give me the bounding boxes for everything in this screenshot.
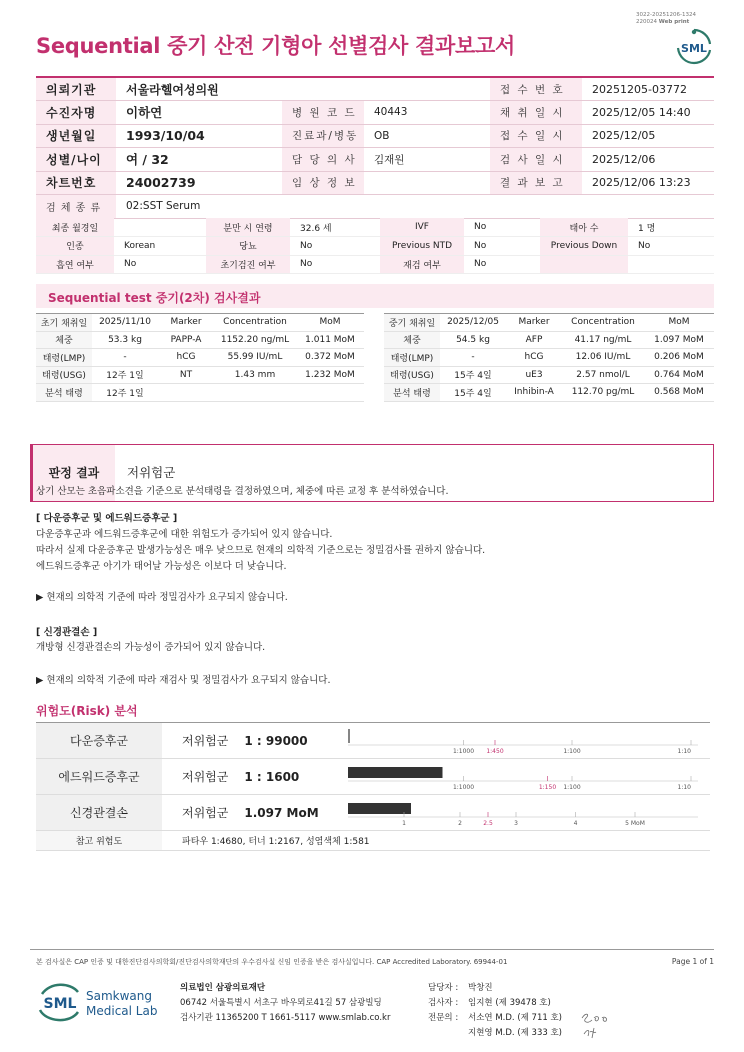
patient-info-table (36, 76, 714, 219)
info-row (36, 148, 714, 172)
org-address: 06742 서울특별시 서초구 바우뫼로41길 57 삼광빌딩 (180, 998, 382, 1008)
staff-role: 담당자 : (428, 983, 459, 993)
tri-row (36, 384, 364, 402)
tri-cell: 0.568 MoM (644, 384, 714, 402)
second-trimester-table (384, 313, 714, 402)
clinical-label: 흡연 여부 (36, 255, 114, 274)
tri-cell: 1.232 MoM (296, 366, 364, 384)
info-label: 접 수 번 호 (490, 77, 582, 101)
risk-tick-label: 1:150 (538, 784, 557, 791)
info-row (36, 171, 714, 195)
risk-bar (348, 767, 443, 778)
clinical-label: 최종 월경일 (36, 218, 114, 237)
info-label: 진료과/병동 (282, 124, 364, 148)
staff-name: 지현영 M.D. (제 333 호) (468, 1028, 563, 1038)
tri-header-cell: 2025/12/05 (440, 314, 506, 332)
risk-tick-label: 1:450 (486, 748, 504, 755)
verdict-label: 판정 결과 (33, 445, 115, 501)
info-value: 24002739 (116, 171, 282, 195)
risk-name: 신경관결손 (36, 795, 162, 831)
tri-cell: 분석 태령 (384, 384, 440, 402)
tri-cell (296, 384, 364, 402)
verdict-value: 저위험군 (127, 465, 176, 480)
doc-code-line1: 3022-20251206-1324 (636, 12, 696, 18)
tri-header-cell: MoM (644, 314, 714, 332)
risk-row (36, 759, 710, 795)
signature (578, 1008, 618, 1042)
first-trimester-table (36, 313, 364, 402)
info-value: OB (364, 124, 490, 148)
risk-tick-label: 5 MoM (625, 820, 645, 827)
ntd-line: 개방형 신경관결손의 가능성이 증가되어 있지 않습니다. (36, 642, 266, 653)
tri-row (384, 349, 714, 367)
tri-row (36, 349, 364, 367)
down-note: ▶ 현재의 의학적 기준에 따라 정밀검사가 요구되지 않습니다. (36, 592, 288, 603)
down-title: [ 다운증후군 및 에드워드증후군 ] (36, 513, 178, 524)
samkwang-logo (36, 980, 166, 1024)
tri-cell: 태령(USG) (36, 366, 92, 384)
page-number: Page 1 of 1 (671, 957, 714, 966)
tri-row (384, 366, 714, 384)
staff-line (428, 981, 562, 996)
risk-table (36, 722, 710, 851)
ntd-title: [ 신경관결손 ] (36, 627, 98, 638)
info-label: 담 당 의 사 (282, 148, 364, 172)
clinical-value: Korean (114, 237, 206, 256)
tri-cell: 12주 1일 (92, 384, 158, 402)
risk-name: 다운증후군 (36, 723, 162, 759)
clinical-label: 당뇨 (206, 237, 290, 256)
risk-tick-label: 1:10 (677, 748, 691, 755)
down-line-2: 따라서 실제 다운증후군 발생가능성은 매우 낮으므로 현재의 의학적 기준으로는 정밀검사를 권하지 않습니다. (36, 545, 486, 556)
info-row (36, 124, 714, 148)
info-label (282, 77, 364, 101)
org-info (180, 981, 390, 1026)
tri-cell: 0.764 MoM (644, 366, 714, 384)
down-line-1: 다운증후군과 에드워드증후군에 대한 위험도가 증가되어 있지 않습니다. (36, 529, 333, 540)
org-contact: 검사기관 11365200 T 1661-5117 www.smlab.co.kr (180, 1013, 391, 1023)
tri-cell: 55.99 IU/mL (214, 349, 296, 367)
tri-header-cell: 2025/11/10 (92, 314, 158, 332)
risk-group: 저위험군 (182, 770, 229, 784)
tri-cell: 1.43 mm (214, 366, 296, 384)
info-value: 2025/12/06 (582, 148, 714, 172)
doc-code-line2 (636, 19, 696, 26)
tri-cell: uE3 (506, 366, 562, 384)
info-value: 여 / 32 (116, 148, 282, 172)
tri-header-cell: Concentration (562, 314, 644, 332)
ntd-note: ▶ 현재의 의학적 기준에 따라 재검사 및 정밀검사가 요구되지 않습니다. (36, 675, 331, 686)
clinical-value: No (114, 255, 206, 274)
tri-cell: 1.011 MoM (296, 331, 364, 349)
clinical-label: 재검 여부 (380, 255, 464, 274)
specimen-label: 검 체 종 류 (36, 195, 116, 219)
info-value: 서울라헬여성의원 (116, 77, 282, 101)
risk-bar-chart (348, 795, 698, 827)
tri-cell: 15주 4일 (440, 366, 506, 384)
info-label: 채 취 일 시 (490, 101, 582, 125)
clinical-label: 인종 (36, 237, 114, 256)
tri-cell: 54.5 kg (440, 331, 506, 349)
info-label: 병 원 코 드 (282, 101, 364, 125)
clinical-label (540, 255, 628, 274)
clinical-value (114, 218, 206, 237)
sml-logo (674, 26, 714, 66)
tri-header-cell: 중기 채취일 (384, 314, 440, 332)
clinical-label: Previous Down (540, 237, 628, 256)
risk-name: 에드워드증후군 (36, 759, 162, 795)
tri-header-cell: Marker (158, 314, 214, 332)
clinical-value: No (464, 218, 540, 237)
clinical-value (628, 255, 714, 274)
info-label: 차트번호 (36, 171, 116, 195)
tri-cell: 41.17 ng/mL (562, 331, 644, 349)
risk-group-cell (162, 795, 348, 831)
risk-value: 1 : 99000 (244, 734, 308, 748)
down-line-3: 에드워드증후군 아기가 태어날 가능성은 이보다 더 낮습니다. (36, 561, 287, 572)
tri-cell: hCG (506, 349, 562, 367)
risk-bar-chart (348, 759, 698, 791)
sml-logo-text: SML (681, 42, 707, 55)
risk-group: 저위험군 (182, 806, 229, 820)
tri-row (384, 331, 714, 349)
info-label: 임 상 정 보 (282, 171, 364, 195)
tri-cell: 112.70 pg/mL (562, 384, 644, 402)
info-value: 2025/12/05 (582, 124, 714, 148)
staff-role: 검사자 : (428, 998, 459, 1008)
info-label: 접 수 일 시 (490, 124, 582, 148)
tri-header-cell: Concentration (214, 314, 296, 332)
tri-cell: 1152.20 ng/mL (214, 331, 296, 349)
risk-value: 1.097 MoM (244, 806, 319, 820)
tri-header-cell: 초기 채취일 (36, 314, 92, 332)
clinical-value: No (464, 255, 540, 274)
risk-bar-cell (348, 723, 710, 759)
risk-bar-cell (348, 759, 710, 795)
tri-header-row (384, 314, 714, 332)
tri-cell: Inhibin-A (506, 384, 562, 402)
risk-tick-label: 3 (514, 820, 518, 827)
tri-cell (214, 384, 296, 402)
clinical-value: 1 명 (628, 218, 714, 237)
tri-cell: NT (158, 366, 214, 384)
tri-cell: AFP (506, 331, 562, 349)
info-label: 수진자명 (36, 101, 116, 125)
info-row (36, 101, 714, 125)
risk-value: 1 : 1600 (244, 770, 300, 784)
staff-name: 임지현 (제 39478 호) (468, 998, 551, 1008)
clinical-row (36, 218, 714, 237)
clinical-label: 태아 수 (540, 218, 628, 237)
specimen-value: 02:SST Serum (116, 195, 714, 219)
tri-cell: 태령(LMP) (384, 349, 440, 367)
risk-tick-label: 1:10 (677, 784, 691, 791)
clinical-value: No (290, 255, 380, 274)
info-label: 생년월일 (36, 124, 116, 148)
staff-line (428, 996, 562, 1011)
info-value: 2025/12/05 14:40 (582, 101, 714, 125)
risk-tick-label: 1 (402, 820, 406, 827)
tri-cell: 12주 1일 (92, 366, 158, 384)
specimen-row (36, 195, 714, 219)
clinical-value: 32.6 세 (290, 218, 380, 237)
risk-tick-label: 2.5 (483, 820, 493, 827)
risk-tick-label: 1:1000 (452, 784, 475, 791)
tri-row (36, 331, 364, 349)
tri-header-row (36, 314, 364, 332)
risk-tick-label: 4 (573, 820, 578, 827)
info-value: 1993/10/04 (116, 124, 282, 148)
risk-tick-label: 1:100 (563, 748, 581, 755)
info-value: 이하연 (116, 101, 282, 125)
ref-risk-value: 파타우 1:4680, 터너 1:2167, 성염색체 1:581 (162, 831, 710, 851)
tri-cell: 12.06 IU/mL (562, 349, 644, 367)
risk-bar (348, 803, 411, 814)
clinical-label: 초기검진 여부 (206, 255, 290, 274)
tri-cell: - (92, 349, 158, 367)
info-label: 결 과 보 고 (490, 171, 582, 195)
comment-intro: 상기 산모는 초음파소견을 기준으로 분석태령을 결정하였으며, 체중에 따른 교정 후 분석하였습니다. (36, 486, 449, 497)
clinical-info-table (36, 218, 714, 274)
info-label: 의뢰기관 (36, 77, 116, 101)
info-label: 검 사 일 시 (490, 148, 582, 172)
brand-line-2: Medical Lab (86, 1004, 158, 1018)
clinical-value: No (464, 237, 540, 256)
tri-cell: 체중 (36, 331, 92, 349)
clinical-label: 분만 시 연령 (206, 218, 290, 237)
risk-row (36, 723, 710, 759)
risk-title: 위험도(Risk) 분석 (36, 704, 138, 718)
doc-code (636, 12, 696, 26)
tri-cell: 태령(USG) (384, 366, 440, 384)
risk-group-cell (162, 759, 348, 795)
org-name: 의료법인 삼광의료재단 (180, 983, 266, 993)
risk-tick-label: 2 (458, 820, 462, 827)
brand-line-1: Samkwang (86, 989, 152, 1003)
section-title: Sequential test 중기(2차) 검사결과 (36, 284, 714, 308)
tri-cell (158, 384, 214, 402)
tri-cell: 53.3 kg (92, 331, 158, 349)
staff-line (428, 1011, 562, 1026)
info-value: 김재원 (364, 148, 490, 172)
tri-row (384, 384, 714, 402)
staff-name: 서소연 M.D. (제 711 호) (468, 1013, 563, 1023)
staff-list (428, 981, 562, 1041)
clinical-value: No (628, 237, 714, 256)
ref-risk-label: 참고 위험도 (36, 831, 162, 851)
footer-divider (30, 949, 714, 950)
info-value: 40443 (364, 101, 490, 125)
risk-row (36, 795, 710, 831)
info-value: 20251205-03772 (582, 77, 714, 101)
clinical-row (36, 237, 714, 256)
tri-cell: 분석 태령 (36, 384, 92, 402)
tri-cell: 체중 (384, 331, 440, 349)
tri-cell: 0.372 MoM (296, 349, 364, 367)
clinical-label: IVF (380, 218, 464, 237)
doc-code-line2-prefix: 220024 (636, 19, 658, 25)
clinical-label: Previous NTD (380, 237, 464, 256)
staff-role: 전문의 : (428, 1013, 459, 1023)
clinical-row (36, 255, 714, 274)
info-value (364, 77, 490, 101)
risk-group: 저위험군 (182, 734, 229, 748)
tri-cell: 15주 4일 (440, 384, 506, 402)
risk-bar-chart (348, 723, 698, 755)
tri-header-cell: Marker (506, 314, 562, 332)
tri-header-cell: MoM (296, 314, 364, 332)
info-label: 성별/나이 (36, 148, 116, 172)
info-value: 2025/12/06 13:23 (582, 171, 714, 195)
ref-risk-row (36, 831, 710, 851)
info-row (36, 77, 714, 101)
report-title: Sequential 중기 산전 기형아 선별검사 결과보고서 (36, 34, 515, 58)
tri-cell: 0.206 MoM (644, 349, 714, 367)
footer-note: 본 검사실은 CAP 인증 및 대한진단검사의학회/진단검사의학재단의 우수검사실 신임 인증을 받은 검사실입니다. CAP Accredited Laboratory. 69944-01 (36, 958, 508, 966)
tri-cell: hCG (158, 349, 214, 367)
risk-tick-label: 1:1000 (452, 748, 475, 755)
tri-cell: - (440, 349, 506, 367)
tri-cell: 태령(LMP) (36, 349, 92, 367)
info-value (364, 171, 490, 195)
risk-bar-cell (348, 795, 710, 831)
tri-row (36, 366, 364, 384)
staff-line (428, 1026, 562, 1041)
risk-tick-label: 1:100 (563, 784, 581, 791)
risk-group-cell (162, 723, 348, 759)
samkwang-logo-mark: SML (43, 996, 77, 1012)
doc-code-line2-suffix: Web print (658, 19, 690, 25)
staff-name: 박창진 (468, 983, 493, 993)
clinical-value: No (290, 237, 380, 256)
tri-cell: 1.097 MoM (644, 331, 714, 349)
tri-cell: PAPP-A (158, 331, 214, 349)
tri-cell: 2.57 nmol/L (562, 366, 644, 384)
